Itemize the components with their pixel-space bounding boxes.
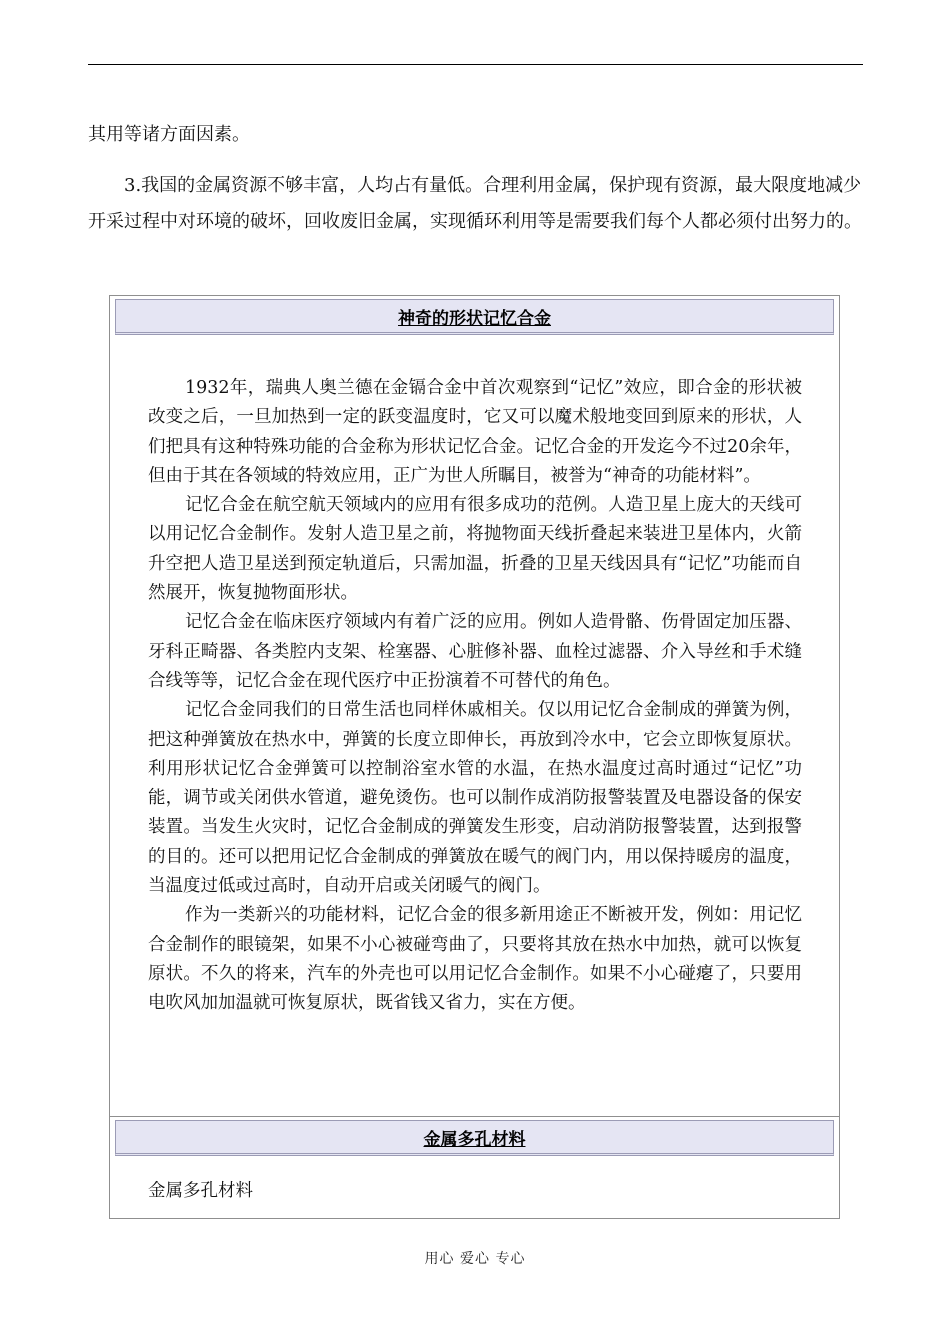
box-header: [115, 1120, 834, 1156]
article-paragraph: 记忆合金同我们的日常生活也同样休戚相关。仅以用记忆合金制成的弹簧为例，把这种弹簧放在热水中，弹簧的长度立即伸长，再放到冷水中，它会立即恢复原状。利用形状记忆合金弹簧可以控制浴室水管的水温，在热水温度过高时通过“记忆”功能，调节或关闭供水管道，避免烫伤。也可以制作成消防报警装置及电器设备的保安装置。当发生火灾时，记忆合金制成的弹簧发生形变，启动消防报警装置，达到报警的目的。还可以把用记忆合金制成的弹簧放在暖气的阀门内，用以保持暖房的温度，当温度过低或过高时，自动开启或关闭暖气的阀门。: [148, 700, 802, 897]
article-paragraph: 1932年，瑞典人奥兰德在金镉合金中首次观察到“记忆”效应，即合金的形状被改变之后，一旦加热到一定的跃变温度时，它又可以魔术般地变回到原来的形状，人们把具有这种特殊功能的合金称为形状记忆合金。记忆合金的开发迄今不过20余年，但由于其在各领域的特效应用，正广为世人所瞩目，被誉为“神奇的功能材料”。: [148, 378, 802, 486]
porous-metal-box: [109, 1116, 840, 1219]
article-paragraph: 记忆合金在航空航天领域内的应用有很多成功的范例。人造卫星上庞大的天线可以用记忆合金制作。发射人造卫星之前，将抛物面天线折叠起来装进卫星体内，火箭升空把人造卫星送到预定轨道后，只需加温，折叠的卫星天线因具有“记忆”功能而自然展开，恢复抛物面形状。: [148, 495, 802, 604]
box-title[interactable]: 金属多孔材料: [423, 1129, 526, 1150]
intro-paragraph-3: 3.我国的金属资源不够丰富，人均占有量低。合理利用金属，保护现有资源，最大限度地减少开采过程中对环境的破坏，回收废旧金属，实现循环利用等是需要我们每个人都必须付出努力的。: [88, 175, 862, 232]
box-body: [148, 374, 802, 1019]
box-title[interactable]: 神奇的形状记忆合金: [398, 308, 551, 329]
shape-memory-alloy-box: [109, 295, 840, 1118]
article-paragraph: 记忆合金在临床医疗领域内有着广泛的应用。例如人造骨骼、伤骨固定加压器、牙科正畸器、各类腔内支架、栓塞器、心脏修补器、血栓过滤器、介入导丝和手术缝合线等等，记忆合金在现代医疗中正扮演着不可替代的角色。: [148, 612, 802, 691]
intro-paragraph-continued: 其用等诸方面因素。: [88, 124, 250, 145]
box-body: [148, 1177, 802, 1206]
article-paragraph: 作为一类新兴的功能材料，记忆合金的很多新用途正不断被开发，例如：用记忆合金制作的眼镜架，如果不小心被碰弯曲了，只要将其放在热水中加热，就可以恢复原状。不久的将来，汽车的外壳也可以用记忆合金制作。如果不小心碰瘪了，只要用电吹风加加温就可恢复原状，既省钱又省力，实在方便。: [148, 905, 802, 1014]
header-rule: [88, 64, 863, 65]
page-footer: 用心 爱心 专心: [424, 1251, 526, 1267]
box-header: [115, 299, 834, 335]
article-paragraph: 金属多孔材料: [148, 1181, 253, 1201]
